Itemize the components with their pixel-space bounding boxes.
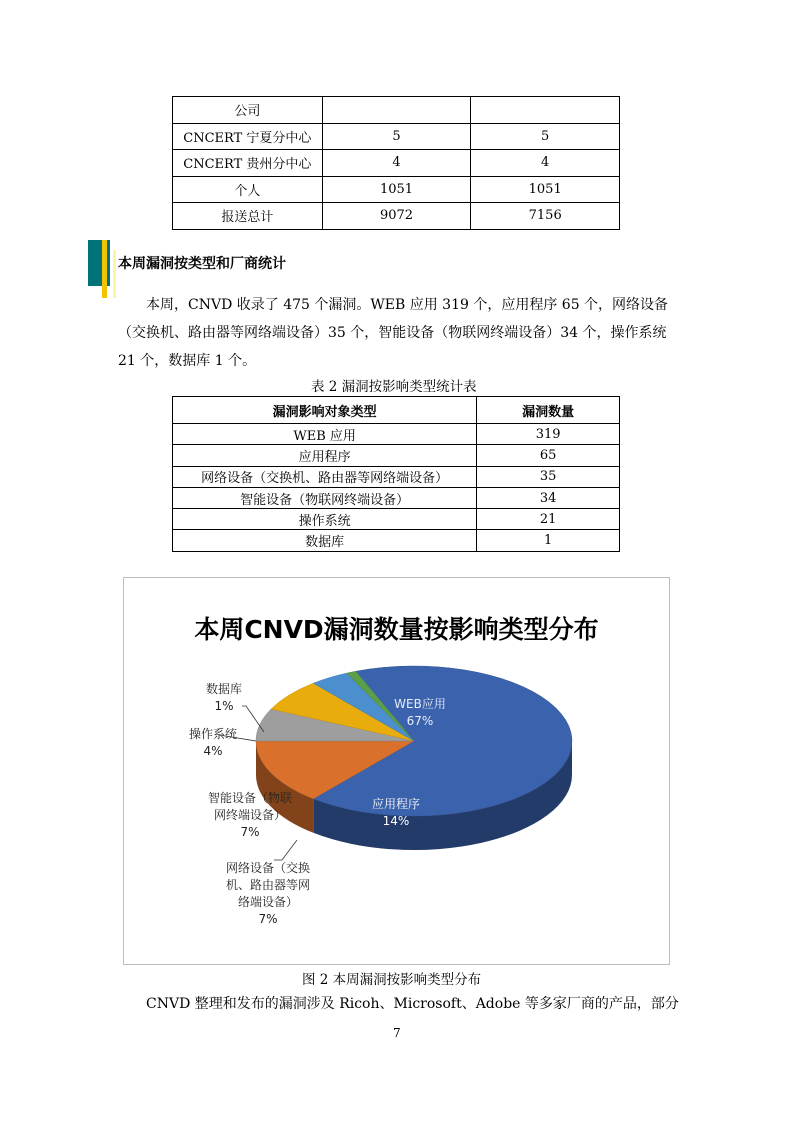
type-cell: 应用程序 — [173, 445, 477, 466]
count-cell: 21 — [477, 509, 620, 530]
slice-label-name: WEB应用 — [394, 697, 446, 711]
org-cell: 公司 — [173, 97, 323, 124]
count-cell-a — [322, 97, 471, 124]
slice-label-name: 操作系统 — [188, 727, 237, 741]
count-cell-b — [471, 97, 620, 124]
org-cell: CNCERT 宁夏分中心 — [173, 123, 323, 150]
type-stats-table — [172, 396, 620, 552]
section-title: 本周漏洞按类型和厂商统计 — [118, 256, 286, 272]
slice-label-name: 智能设备（物联 网终端设备） — [207, 791, 292, 822]
section-decoration — [88, 240, 116, 298]
type-cell: 网络设备（交换机、路由器等网络端设备） — [173, 466, 477, 487]
table-row — [173, 530, 620, 551]
count-cell: 319 — [477, 424, 620, 445]
count-cell-b: 5 — [471, 123, 620, 150]
slice-label-1 — [346, 796, 446, 830]
slice-label-pct: 14% — [382, 814, 410, 828]
table2-caption: 表 2 漏洞按影响类型统计表 — [311, 379, 477, 395]
table-row — [173, 150, 620, 177]
type-cell: WEB 应用 — [173, 424, 477, 445]
count-cell: 65 — [477, 445, 620, 466]
slice-label-name: 网络设备（交换 机、路由器等网 络端设备） — [225, 861, 310, 909]
type-cell: 操作系统 — [173, 509, 477, 530]
table-row — [173, 424, 620, 445]
count-cell-a: 4 — [322, 150, 471, 177]
slice-label-0 — [370, 696, 470, 730]
count-cell-b: 1051 — [471, 176, 620, 203]
count-cell: 35 — [477, 466, 620, 487]
count-cell: 1 — [477, 530, 620, 551]
org-cell: CNCERT 贵州分中心 — [173, 150, 323, 177]
table-row — [173, 203, 620, 230]
leader-line-2 — [274, 840, 297, 860]
count-cell-b: 4 — [471, 150, 620, 177]
slice-label-pct: 67% — [406, 714, 434, 728]
slice-label-2 — [212, 860, 324, 928]
org-cell: 报送总计 — [173, 203, 323, 230]
pie-chart — [124, 578, 669, 964]
org-cell: 个人 — [173, 176, 323, 203]
summary-paragraph: 本周，CNVD 收录了 475 个漏洞。WEB 应用 319 个，应用程序 65 个，网络设备（交换机、路由器等网络端设备）35 个，智能设备（物联网终端设备）34 个，操作系统 21 个，数据库 1 个。 — [118, 297, 669, 369]
table-row — [173, 123, 620, 150]
pie-chart-frame — [123, 577, 670, 965]
type-cell: 数据库 — [173, 530, 477, 551]
table-row — [173, 466, 620, 487]
count-cell-a: 1051 — [322, 176, 471, 203]
table-row — [173, 445, 620, 466]
chart-title: 本周CNVD漏洞数量按影响类型分布 — [194, 615, 599, 644]
slice-label-4 — [174, 726, 252, 760]
slice-label-name: 应用程序 — [371, 797, 420, 811]
slice-label-5 — [194, 681, 254, 715]
figure-caption: 图 2 本周漏洞按影响类型分布 — [302, 972, 482, 988]
table-row — [173, 97, 620, 124]
vendor-paragraph: CNVD 整理和发布的漏洞涉及 Ricoh、Microsoft、Adobe 等多家厂商的产品，部分 — [146, 996, 679, 1012]
table-row — [173, 487, 620, 508]
count-cell-a: 5 — [322, 123, 471, 150]
page-number: 7 — [393, 1026, 401, 1040]
header-type: 漏洞影响对象类型 — [173, 397, 477, 424]
type-cell: 智能设备（物联网终端设备） — [173, 487, 477, 508]
table-header-row — [173, 397, 620, 424]
count-cell-b: 7156 — [471, 203, 620, 230]
submission-table — [172, 96, 620, 230]
table-row — [173, 509, 620, 530]
slice-label-pct: 1% — [214, 699, 234, 713]
count-cell-a: 9072 — [322, 203, 471, 230]
header-count: 漏洞数量 — [477, 397, 620, 424]
slice-label-3 — [194, 790, 306, 841]
table-row — [173, 176, 620, 203]
count-cell: 34 — [477, 487, 620, 508]
slice-label-pct: 7% — [258, 912, 278, 926]
slice-label-pct: 7% — [240, 825, 260, 839]
slice-label-name: 数据库 — [205, 682, 242, 696]
slice-label-pct: 4% — [203, 744, 223, 758]
